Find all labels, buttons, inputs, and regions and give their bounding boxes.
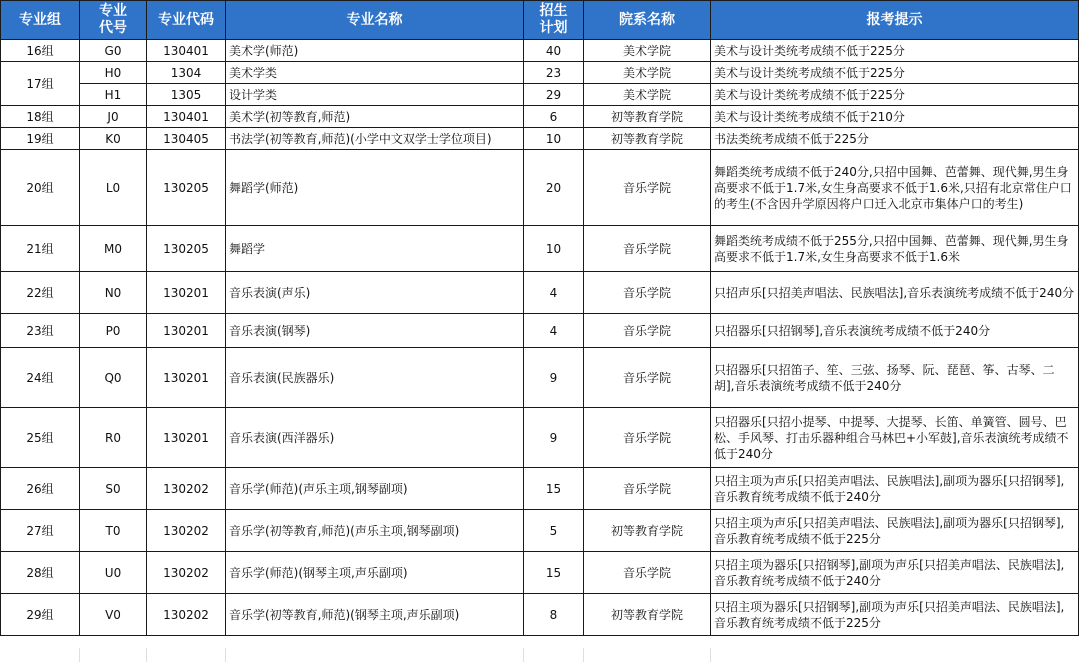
table-row (1, 226, 1079, 272)
header-major-name[interactable]: 专业名称 (226, 1, 524, 40)
college-cell[interactable]: 音乐学院 (584, 272, 711, 314)
major-code-cell[interactable]: 130401 (147, 40, 226, 62)
table-row (1, 40, 1079, 62)
college-cell[interactable]: 音乐学院 (584, 468, 711, 510)
major-code-cell[interactable]: 1305 (147, 84, 226, 106)
tip-cell[interactable]: 只招器乐[只招钢琴],音乐表演统考成绩不低于240分 (711, 314, 1079, 348)
group-cell[interactable]: 28组 (1, 552, 80, 594)
college-cell[interactable]: 音乐学院 (584, 226, 711, 272)
major-code-cell[interactable]: 130201 (147, 408, 226, 468)
major-name-cell[interactable]: 美术学(初等教育,师范) (226, 106, 524, 128)
header-tips[interactable]: 报考提示 (711, 1, 1079, 40)
group-cell[interactable]: 26组 (1, 468, 80, 510)
major-code-cell[interactable]: 130202 (147, 510, 226, 552)
plan-cell[interactable]: 20 (524, 150, 584, 226)
college-cell[interactable]: 初等教育学院 (584, 106, 711, 128)
tip-cell[interactable]: 美术与设计类统考成绩不低于225分 (711, 40, 1079, 62)
table-row (1, 552, 1079, 594)
header-row (1, 1, 1079, 40)
plan-cell[interactable]: 23 (524, 62, 584, 84)
header-code[interactable] (80, 1, 147, 40)
tip-cell[interactable]: 只招主项为器乐[只招钢琴],副项为声乐[只招美声唱法、民族唱法],音乐教育统考成绩不低于225分 (711, 594, 1079, 636)
code-cell[interactable]: L0 (80, 150, 147, 226)
major-name-cell[interactable]: 音乐学(初等教育,师范)(钢琴主项,声乐副项) (226, 594, 524, 636)
college-cell[interactable]: 初等教育学院 (584, 128, 711, 150)
major-code-cell[interactable]: 1304 (147, 62, 226, 84)
major-name-cell[interactable]: 音乐表演(声乐) (226, 272, 524, 314)
table-row (1, 408, 1079, 468)
tip-cell[interactable]: 书法类统考成绩不低于225分 (711, 128, 1079, 150)
major-name-cell[interactable]: 设计学类 (226, 84, 524, 106)
code-cell[interactable]: P0 (80, 314, 147, 348)
major-code-cell[interactable]: 130401 (147, 106, 226, 128)
plan-cell[interactable]: 5 (524, 510, 584, 552)
gridline (583, 648, 584, 662)
code-cell[interactable]: U0 (80, 552, 147, 594)
code-cell[interactable]: T0 (80, 510, 147, 552)
college-cell[interactable]: 音乐学院 (584, 348, 711, 408)
plan-cell[interactable]: 9 (524, 408, 584, 468)
group-cell[interactable]: 18组 (1, 106, 80, 128)
plan-cell[interactable]: 10 (524, 226, 584, 272)
college-cell[interactable]: 美术学院 (584, 40, 711, 62)
major-code-cell[interactable]: 130201 (147, 314, 226, 348)
table-row (1, 272, 1079, 314)
table-row (1, 594, 1079, 636)
major-code-cell[interactable]: 130405 (147, 128, 226, 150)
gridline (146, 648, 147, 662)
code-cell[interactable]: J0 (80, 106, 147, 128)
major-name-cell[interactable]: 舞蹈学(师范) (226, 150, 524, 226)
empty-grid-area (0, 648, 1080, 662)
tip-cell[interactable]: 美术与设计类统考成绩不低于225分 (711, 62, 1079, 84)
major-name-cell[interactable]: 音乐表演(钢琴) (226, 314, 524, 348)
code-cell[interactable]: M0 (80, 226, 147, 272)
college-cell[interactable]: 音乐学院 (584, 314, 711, 348)
college-cell[interactable]: 音乐学院 (584, 150, 711, 226)
code-cell[interactable]: S0 (80, 468, 147, 510)
header-plan-line1: 招生 (539, 3, 568, 19)
table-row (1, 84, 1079, 106)
header-plan-line2: 计划 (539, 20, 568, 36)
group-cell[interactable]: 20组 (1, 150, 80, 226)
college-cell[interactable]: 美术学院 (584, 62, 711, 84)
tip-cell[interactable]: 只招主项为声乐[只招美声唱法、民族唱法],副项为器乐[只招钢琴],音乐教育统考成绩不低于240分 (711, 468, 1079, 510)
group-cell[interactable]: 25组 (1, 408, 80, 468)
tip-cell[interactable]: 只招声乐[只招美声唱法、民族唱法],音乐表演统考成绩不低于240分 (711, 272, 1079, 314)
major-name-cell[interactable]: 音乐学(初等教育,师范)(声乐主项,钢琴副项) (226, 510, 524, 552)
table-row (1, 510, 1079, 552)
plan-cell[interactable]: 4 (524, 272, 584, 314)
college-cell[interactable]: 初等教育学院 (584, 510, 711, 552)
major-name-cell[interactable]: 音乐学(师范)(声乐主项,钢琴副项) (226, 468, 524, 510)
table-row (1, 106, 1079, 128)
code-cell[interactable]: V0 (80, 594, 147, 636)
major-code-cell[interactable]: 130201 (147, 348, 226, 408)
header-major-code[interactable]: 专业代码 (147, 1, 226, 40)
major-code-cell[interactable]: 130205 (147, 226, 226, 272)
gridline (523, 648, 524, 662)
major-code-cell[interactable]: 130202 (147, 468, 226, 510)
plan-cell[interactable]: 40 (524, 40, 584, 62)
code-cell[interactable]: H0 (80, 62, 147, 84)
tip-cell[interactable]: 只招器乐[只招小提琴、中提琴、大提琴、长笛、单簧管、圆号、巴松、手风琴、打击乐器种组合马林巴+小军鼓],音乐表演统考成绩不低于240分 (711, 408, 1079, 468)
code-cell[interactable]: R0 (80, 408, 147, 468)
group-cell[interactable]: 24组 (1, 348, 80, 408)
table-row (1, 150, 1079, 226)
table-row (1, 348, 1079, 408)
code-cell[interactable]: N0 (80, 272, 147, 314)
major-code-cell[interactable]: 130201 (147, 272, 226, 314)
plan-cell[interactable]: 4 (524, 314, 584, 348)
tip-cell[interactable]: 只招器乐[只招笛子、笙、三弦、扬琴、阮、琵琶、筝、古琴、二胡],音乐表演统考成绩不低于240分 (711, 348, 1079, 408)
group-cell[interactable]: 27组 (1, 510, 80, 552)
header-code-line1: 专业 (99, 3, 127, 19)
tip-cell[interactable]: 美术与设计类统考成绩不低于225分 (711, 84, 1079, 106)
plan-cell[interactable]: 15 (524, 468, 584, 510)
header-plan[interactable] (524, 1, 584, 40)
plan-cell[interactable]: 15 (524, 552, 584, 594)
college-cell[interactable]: 音乐学院 (584, 552, 711, 594)
group-cell[interactable]: 19组 (1, 128, 80, 150)
major-name-cell[interactable]: 美术学(师范) (226, 40, 524, 62)
code-cell[interactable]: G0 (80, 40, 147, 62)
group-cell[interactable]: 17组 (1, 62, 80, 106)
header-college[interactable]: 院系名称 (584, 1, 711, 40)
major-name-cell[interactable]: 美术学类 (226, 62, 524, 84)
major-code-cell[interactable]: 130202 (147, 552, 226, 594)
plan-cell[interactable]: 10 (524, 128, 584, 150)
table-row (1, 128, 1079, 150)
group-cell[interactable]: 23组 (1, 314, 80, 348)
table-row (1, 62, 1079, 84)
group-cell[interactable]: 22组 (1, 272, 80, 314)
header-code-line2: 代号 (99, 20, 127, 36)
tip-cell[interactable]: 舞蹈类统考成绩不低于255分,只招中国舞、芭蕾舞、现代舞,男生身高要求不低于1.7米,女生身高要求不低于1.6米 (711, 226, 1079, 272)
group-cell[interactable]: 21组 (1, 226, 80, 272)
plan-cell[interactable]: 29 (524, 84, 584, 106)
major-name-cell[interactable]: 书法学(初等教育,师范)(小学中文双学士学位项目) (226, 128, 524, 150)
plan-cell[interactable]: 9 (524, 348, 584, 408)
major-name-cell[interactable]: 音乐表演(西洋器乐) (226, 408, 524, 468)
plan-cell[interactable]: 6 (524, 106, 584, 128)
major-code-cell[interactable]: 130202 (147, 594, 226, 636)
code-cell[interactable]: H1 (80, 84, 147, 106)
plan-cell[interactable]: 8 (524, 594, 584, 636)
major-name-cell[interactable]: 音乐学(师范)(钢琴主项,声乐副项) (226, 552, 524, 594)
header-group[interactable]: 专业组 (1, 1, 80, 40)
major-code-cell[interactable]: 130205 (147, 150, 226, 226)
table-row (1, 314, 1079, 348)
college-cell[interactable]: 美术学院 (584, 84, 711, 106)
tip-cell[interactable]: 美术与设计类统考成绩不低于210分 (711, 106, 1079, 128)
code-cell[interactable]: Q0 (80, 348, 147, 408)
gridline (225, 648, 226, 662)
college-cell[interactable]: 音乐学院 (584, 408, 711, 468)
table-row (1, 468, 1079, 510)
college-cell[interactable]: 初等教育学院 (584, 594, 711, 636)
major-name-cell[interactable]: 音乐表演(民族器乐) (226, 348, 524, 408)
tip-cell[interactable]: 舞蹈类统考成绩不低于240分,只招中国舞、芭蕾舞、现代舞,男生身高要求不低于1.7米,女生身高要求不低于1.6米,只招有北京常住户口的考生(不含因升学原因将户口迁入北京市集体户口的考生) (711, 150, 1079, 226)
table-body (1, 40, 1079, 636)
group-cell[interactable]: 16组 (1, 40, 80, 62)
group-cell[interactable]: 29组 (1, 594, 80, 636)
gridline (710, 648, 711, 662)
code-cell[interactable]: K0 (80, 128, 147, 150)
gridline (79, 648, 80, 662)
major-name-cell[interactable]: 舞蹈学 (226, 226, 524, 272)
tip-cell[interactable]: 只招主项为器乐[只招钢琴],副项为声乐[只招美声唱法、民族唱法],音乐教育统考成绩不低于240分 (711, 552, 1079, 594)
tip-cell[interactable]: 只招主项为声乐[只招美声唱法、民族唱法],副项为器乐[只招钢琴],音乐教育统考成绩不低于225分 (711, 510, 1079, 552)
